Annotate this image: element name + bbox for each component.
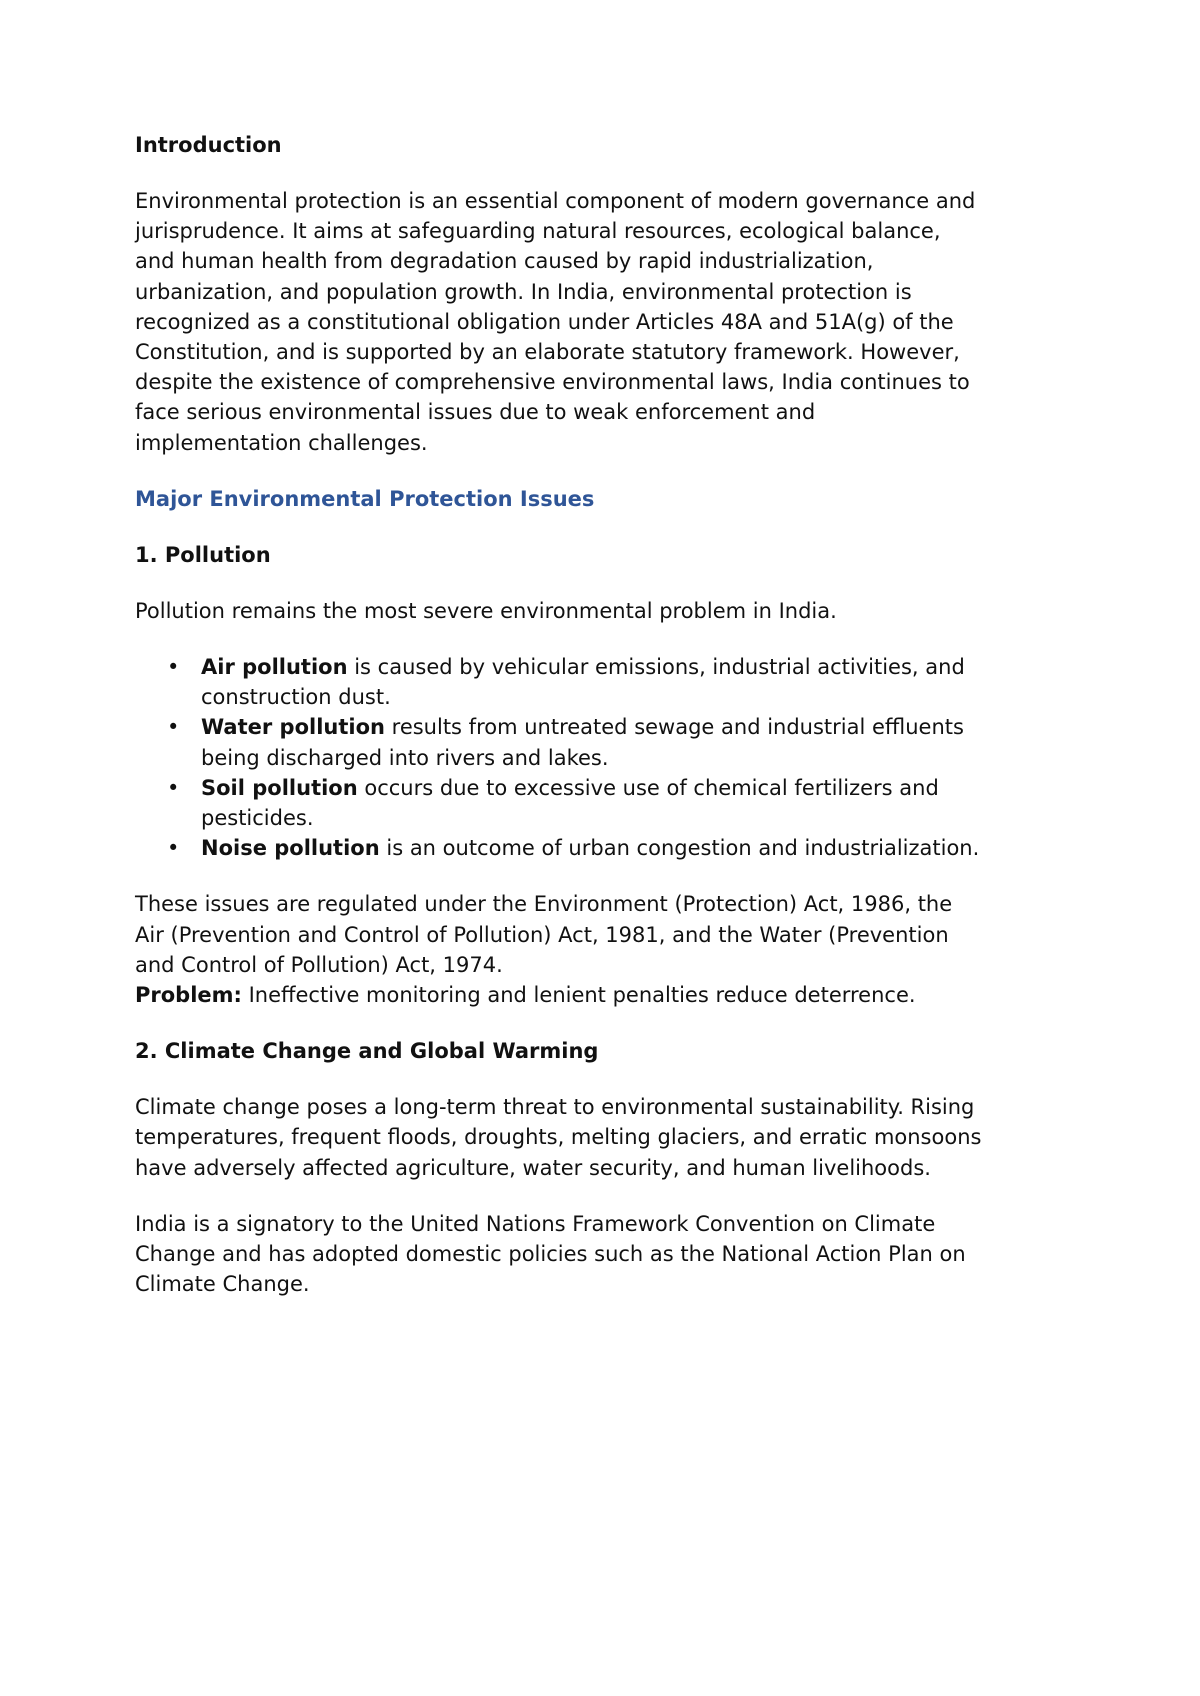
- list-item: [201, 712, 985, 772]
- climate-paragraph-1: Climate change poses a long-term threat to environmental sustainability. Rising temperatures, frequent floods, droughts, melting glaciers, and erratic monsoons have adversely affected agriculture, water security, and human livelihoods.: [135, 1095, 982, 1180]
- problem-paragraph: [135, 980, 985, 1010]
- list-item-term: Air pollution: [201, 655, 348, 680]
- section-pollution-heading: 1. Pollution: [135, 542, 271, 567]
- list-item-text: occurs due to excessive use of chemical fertilizers and pesticides.: [201, 775, 939, 831]
- list-item-text: is caused by vehicular emissions, industrial activities, and construction dust.: [201, 655, 965, 710]
- section-climate-heading: 2. Climate Change and Global Warming: [135, 1039, 599, 1064]
- intro-heading: Introduction: [135, 133, 282, 157]
- list-item-text: results from untreated sewage and industrial effluents being discharged into rivers and lakes.: [201, 715, 964, 770]
- list-item-text: is an outcome of urban congestion and industrialization.: [379, 836, 980, 861]
- problem-text: Ineffective monitoring and lenient penalties reduce deterrence.: [241, 983, 916, 1008]
- pollution-intro: Pollution remains the most severe environmental problem in India.: [135, 598, 837, 623]
- major-issues-heading: Major Environmental Protection Issues: [135, 486, 595, 511]
- document-page: [135, 130, 985, 1325]
- intro-paragraph: Environmental protection is an essential component of modern governance and jurisprudence. It aims at safeguarding natural resources, ecological balance, and human health from degradation caused by rapid industrialization, urbanization, and population growth. In India, environmental protection is recognized as a constitutional obligation under Articles 48A and 51A(g) of the Constitution, and is supported by an elaborate statutory framework. However, despite the existence of comprehensive environmental laws, India continues to face serious environmental issues due to weak enforcement and implementation challenges.: [135, 189, 976, 455]
- list-item-term: Water pollution: [201, 715, 385, 740]
- list-item: [201, 773, 985, 833]
- list-item-term: Soil pollution: [201, 775, 358, 800]
- pollution-list: [135, 652, 985, 863]
- list-item: [201, 833, 985, 863]
- regulation-paragraph: These issues are regulated under the Environment (Protection) Act, 1986, the Air (Prevention and Control of Pollution) Act, 1981, and the Water (Prevention and Control of Pollution) Act, 1974.: [135, 892, 953, 977]
- list-item: [201, 652, 985, 712]
- problem-label: Problem:: [135, 983, 242, 1008]
- list-item-term: Noise pollution: [201, 836, 380, 861]
- climate-paragraph-2: India is a signatory to the United Nations Framework Convention on Climate Change and has adopted domestic policies such as the National Action Plan on Climate Change.: [135, 1211, 966, 1297]
